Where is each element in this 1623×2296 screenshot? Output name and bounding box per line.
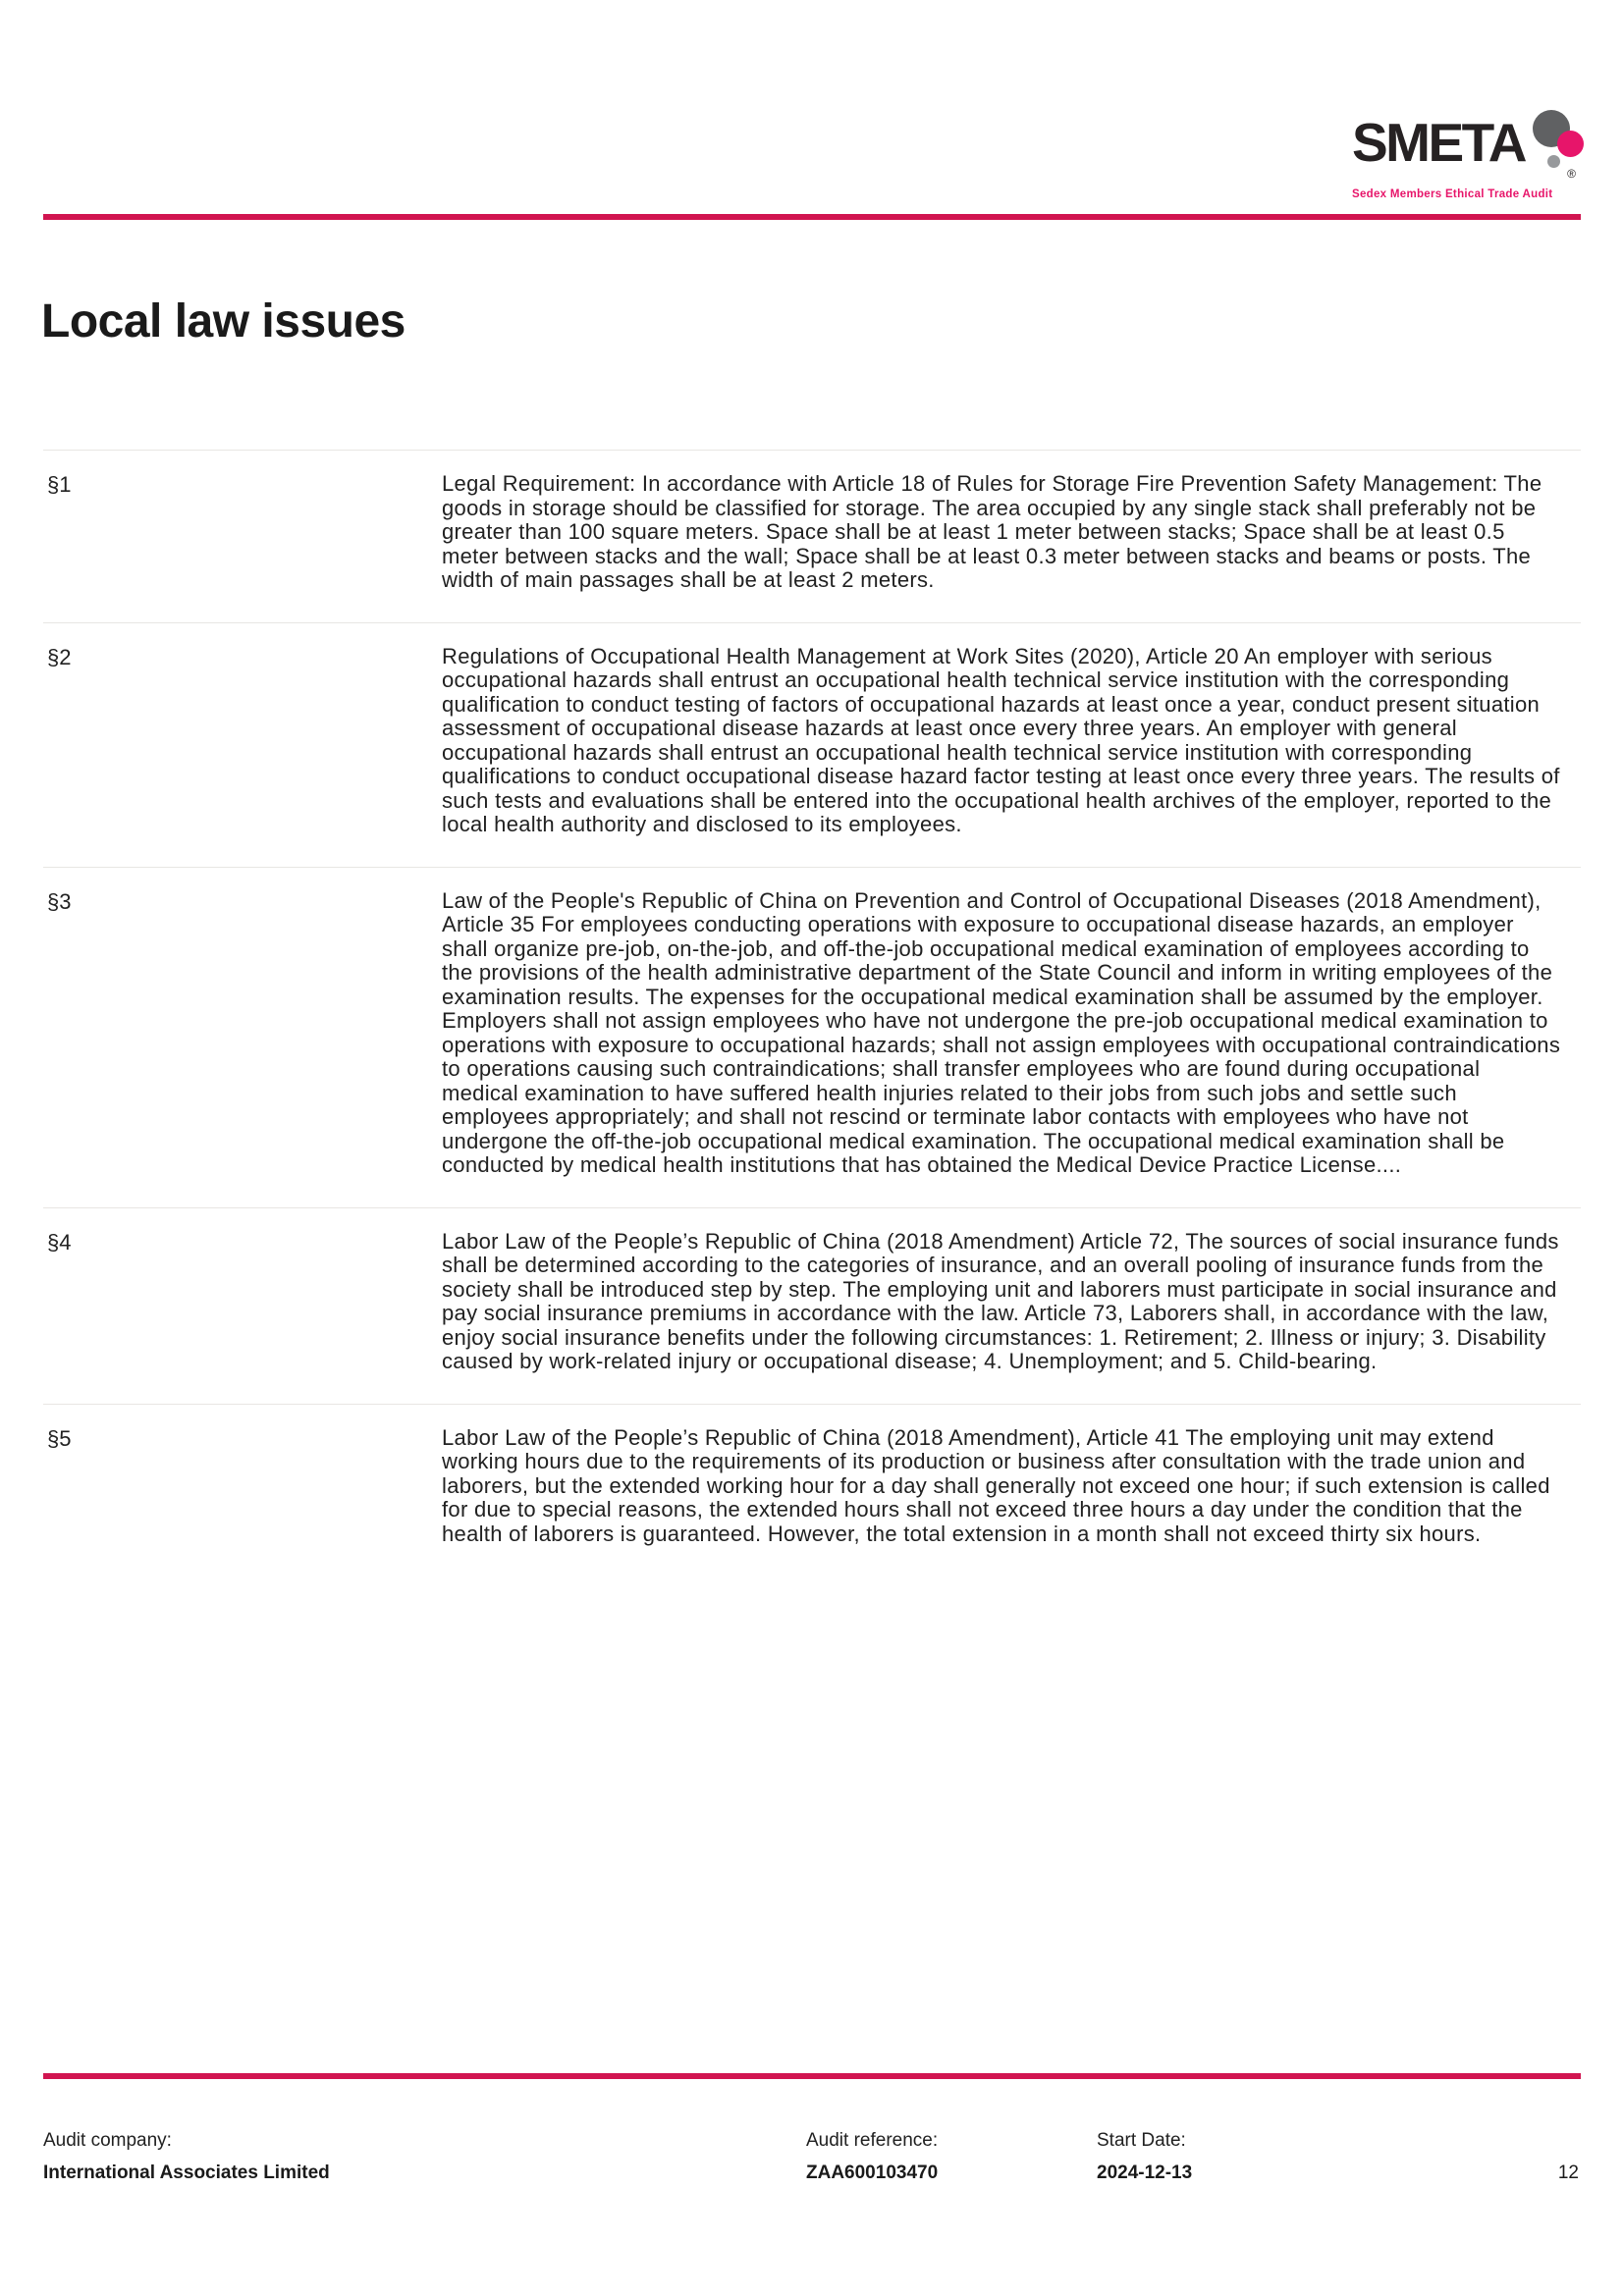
section-text: Regulations of Occupational Health Management at Work Sites (2020), Article 20 An employer with serious occupational hazards shall entrust an occupational health technical service institution with the corresponding qualification to conduct testing of factors of occupational hazards at least once a year, conduct present situation assessment of occupational disease hazards at least once every three years. An employer with general occupational hazards shall entrust an occupational health technical service institution with corresponding qualifications to conduct occupational disease hazard factor testing at least once every three years. The results of such tests and evaluations shall be entered into the occupational health archives of the employer, reported to the local health authority and disclosed to its employees.	[442, 643, 1560, 836]
page-number: 12	[1557, 2163, 1579, 2183]
section-text: Legal Requirement: In accordance with Article 18 of Rules for Storage Fire Prevention Safety Management: The goods in storage should be classified for storage. The area occupied by any single stack shall preferably not be greater than 100 square meters. Space shall be at least 1 meter between stacks; Space shall be at least 0.5 meter between stacks and the wall; Space shall be at least 0.3 meter between stacks and beams or posts. The width of main passages shall be at least 2 meters.	[442, 471, 1542, 592]
smeta-logo	[1352, 110, 1584, 200]
law-issue-row	[43, 1404, 1581, 1576]
start-date-label: Start Date:	[1097, 2130, 1186, 2151]
section-ref: §1	[47, 472, 72, 497]
audit-company-value: International Associates Limited	[43, 2163, 330, 2183]
smeta-logo-wordmark: SMETA	[1352, 112, 1525, 173]
page-title: Local law issues	[41, 295, 406, 347]
registered-trademark-symbol: ®	[1567, 167, 1576, 181]
section-text: Labor Law of the People’s Republic of China (2018 Amendment), Article 41 The employing unit may extend working hours due to the requirements of its production or business after consultation with the trade union and laborers, but the extended working hour for a day shall generally not exceed one hour; if such extension is called for due to special reasons, the extended hours shall not exceed three hours a day under the condition that the health of laborers is guaranteed. However, the total extension in a month shall not exceed thirty six hours.	[442, 1424, 1550, 1546]
law-issue-row	[43, 1207, 1581, 1404]
header-accent-rule	[43, 214, 1581, 220]
logo-dot-small-gray-icon	[1547, 155, 1560, 168]
section-ref: §5	[47, 1425, 72, 1451]
audit-reference-label: Audit reference:	[806, 2130, 939, 2151]
law-issue-row	[43, 867, 1581, 1207]
section-text: Law of the People's Republic of China on Prevention and Control of Occupational Diseases (2018 Amendment), Article 35 For employees conducting operations with exposure to occupational disease hazards, an employer shall organize pre-job, on-the-job, and off-the-job occupational medical examination of employees according to the provisions of the health administrative department of the State Council and inform in writing employees of the examination results. The expenses for the occupational medical examination shall be assumed by the employer. Employers shall not assign employees who have not undergone the pre-job occupational medical examination to operations with exposure to occupational hazards; shall not assign employees with occupational contraindications to operations causing such contraindications; shall transfer employees who are found during occupational medical examination to have suffered health injuries related to their jobs from such jobs and settle such employees appropriately; and shall not rescind or terminate labor contacts with employees who have not undergone the off-the-job occupational medical examination. The occupational medical examination shall be conducted by medical health institutions that has obtained the Medical Device Practice License....	[442, 887, 1561, 1177]
section-ref: §2	[47, 644, 72, 669]
audit-company-label: Audit company:	[43, 2130, 172, 2151]
page-footer	[43, 2073, 1581, 2186]
smeta-logo-dots-icon	[1531, 110, 1586, 187]
start-date-value: 2024-12-13	[1097, 2163, 1193, 2183]
smeta-logo-tagline: Sedex Members Ethical Trade Audit	[1352, 188, 1553, 200]
local-law-issues-table	[43, 450, 1581, 1575]
section-text: Labor Law of the People’s Republic of China (2018 Amendment) Article 72, The sources of social insurance funds shall be determined according to the categories of insurance, and an overall pooling of insurance funds from the society shall be introduced step by step. The employing unit and laborers must participate in social insurance and pay social insurance premiums in accordance with the law. Article 73, Laborers shall, in accordance with the law, enjoy social insurance benefits under the following circumstances: 1. Retirement; 2. Illness or injury; 3. Disability caused by work-related injury or occupational disease; 4. Unemployment; and 5. Child-bearing.	[442, 1228, 1559, 1373]
law-issue-row	[43, 622, 1581, 867]
section-ref: §4	[47, 1229, 72, 1255]
section-ref: §3	[47, 888, 72, 914]
law-issue-row	[43, 450, 1581, 622]
logo-dot-pink-icon	[1557, 131, 1584, 157]
footer-accent-rule	[43, 2073, 1581, 2079]
audit-reference-value: ZAA600103470	[806, 2163, 939, 2183]
